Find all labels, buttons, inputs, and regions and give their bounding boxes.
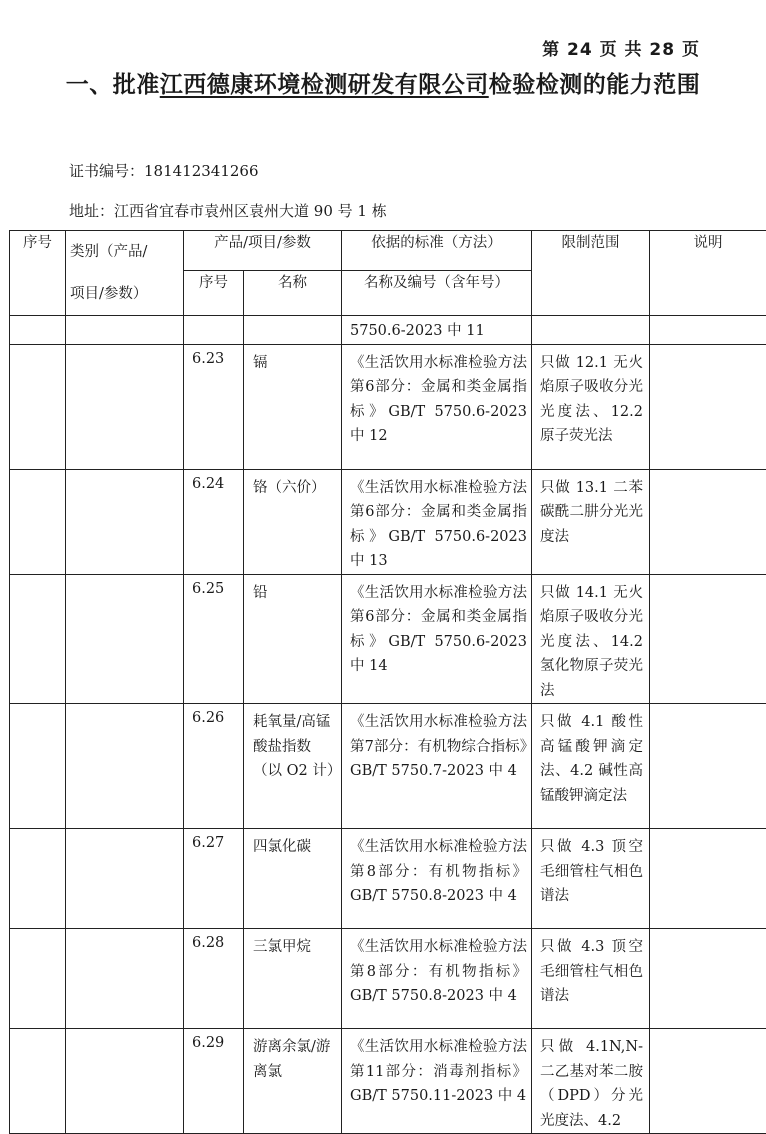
header-seq: 序号 xyxy=(10,231,66,316)
address: 地址：江西省宜春市袁州区袁州大道 90 号 1 栋 xyxy=(69,200,387,221)
capability-table xyxy=(9,230,766,1134)
item-name: 铅 xyxy=(244,574,342,704)
item-limit: 只做 4.3 顶空毛细管柱气相色谱法 xyxy=(532,829,650,929)
table-cell xyxy=(66,344,184,469)
header-row xyxy=(10,231,766,271)
table-cell xyxy=(66,929,184,1029)
item-name: 游离余氯/游离氯 xyxy=(244,1029,342,1134)
item-number: 6.27 xyxy=(184,829,244,929)
item-limit: 只做 4.3 顶空毛细管柱气相色谱法 xyxy=(532,929,650,1029)
item-name: 四氯化碳 xyxy=(244,829,342,929)
item-note xyxy=(650,929,766,1029)
table-cell xyxy=(10,704,66,829)
table-row-continuation xyxy=(10,316,766,345)
item-standard: 《生活饮用水标准检验方法 第6部分：金属和类金属指标》GB/T 5750.6-2023 中 12 xyxy=(342,344,532,469)
item-standard: 《生活饮用水标准检验方法 第6部分：金属和类金属指标》GB/T 5750.6-2023 中 13 xyxy=(342,469,532,574)
table-cell xyxy=(66,316,184,345)
standard-cell: 5750.6-2023 中 11 xyxy=(342,316,532,345)
item-number: 6.29 xyxy=(184,1029,244,1134)
item-note xyxy=(650,469,766,574)
table-row xyxy=(10,344,766,469)
item-limit: 只做 14.1 无火焰原子吸收分光光度法、14.2 氢化物原子荧光法 xyxy=(532,574,650,704)
item-number: 6.28 xyxy=(184,929,244,1029)
header-sub-name: 名称 xyxy=(244,271,342,316)
item-number: 6.23 xyxy=(184,344,244,469)
item-limit: 只做 4.1 酸性高锰酸钾滴定法、4.2 碱性高锰酸钾滴定法 xyxy=(532,704,650,829)
table-cell xyxy=(10,1029,66,1134)
item-note xyxy=(650,344,766,469)
document-title xyxy=(0,66,766,99)
item-standard: 《生活饮用水标准检验方法 第6部分：金属和类金属指标》GB/T 5750.6-2023 中 14 xyxy=(342,574,532,704)
header-category-line1: 类别（产品/ xyxy=(70,231,183,273)
table-cell xyxy=(10,344,66,469)
header-note: 说明 xyxy=(650,231,766,316)
item-name: 镉 xyxy=(244,344,342,469)
header-standard-line2: 名称及编号（含年号） xyxy=(342,271,532,316)
table-row xyxy=(10,1029,766,1134)
item-limit: 只做 12.1 无火焰原子吸收分光光度法、12.2 原子荧光法 xyxy=(532,344,650,469)
table-cell xyxy=(10,829,66,929)
table-cell xyxy=(66,574,184,704)
item-standard: 《生活饮用水标准检验方法 第11部分：消毒剂指标》GB/T 5750.11-2023 中 4 xyxy=(342,1029,532,1134)
header-category xyxy=(66,231,184,316)
item-number: 6.24 xyxy=(184,469,244,574)
item-name: 铬（六价） xyxy=(244,469,342,574)
table-cell xyxy=(244,316,342,345)
table-cell xyxy=(532,316,650,345)
item-name: 三氯甲烷 xyxy=(244,929,342,1029)
table-cell xyxy=(650,316,766,345)
table-cell xyxy=(66,469,184,574)
item-number: 6.26 xyxy=(184,704,244,829)
table-cell xyxy=(66,704,184,829)
item-number: 6.25 xyxy=(184,574,244,704)
table-row xyxy=(10,704,766,829)
title-prefix: 一、批准 xyxy=(66,72,160,98)
page-number: 第 24 页 共 28 页 xyxy=(542,35,700,60)
table-cell xyxy=(10,574,66,704)
table-cell xyxy=(66,829,184,929)
item-standard: 《生活饮用水标准检验方法 第8部分：有机物指标》GB/T 5750.8-2023 中 4 xyxy=(342,929,532,1029)
table-row xyxy=(10,829,766,929)
item-note xyxy=(650,704,766,829)
header-standard-line1: 依据的标准（方法） xyxy=(342,231,532,271)
item-name: 耗氧量/高锰酸盐指数（以 O2 计） xyxy=(244,704,342,829)
table-cell xyxy=(66,1029,184,1134)
item-limit: 只做 4.1N,N-二乙基对苯二胺（DPD）分光光度法、4.2 xyxy=(532,1029,650,1134)
organization-name: 江西德康环境检测研发有限公司 xyxy=(160,72,489,98)
header-limit: 限制范围 xyxy=(532,231,650,316)
header-sub-seq: 序号 xyxy=(184,271,244,316)
header-category-line2: 项目/参数） xyxy=(70,273,183,315)
title-suffix: 检验检测的能力范围 xyxy=(489,72,701,98)
table-row xyxy=(10,574,766,704)
item-note xyxy=(650,574,766,704)
table-cell xyxy=(184,316,244,345)
item-note xyxy=(650,1029,766,1134)
table-cell xyxy=(10,316,66,345)
item-standard: 《生活饮用水标准检验方法 第7部分：有机物综合指标》GB/T 5750.7-2023 中 4 xyxy=(342,704,532,829)
item-standard: 《生活饮用水标准检验方法 第8部分：有机物指标》GB/T 5750.8-2023 中 4 xyxy=(342,829,532,929)
table-cell xyxy=(10,929,66,1029)
item-limit: 只做 13.1 二苯碳酰二肼分光光度法 xyxy=(532,469,650,574)
certificate-number: 证书编号：181412341266 xyxy=(69,160,259,181)
table-row xyxy=(10,469,766,574)
item-note xyxy=(650,829,766,929)
table-cell xyxy=(10,469,66,574)
table-row xyxy=(10,929,766,1029)
header-product-group: 产品/项目/参数 xyxy=(184,231,342,271)
